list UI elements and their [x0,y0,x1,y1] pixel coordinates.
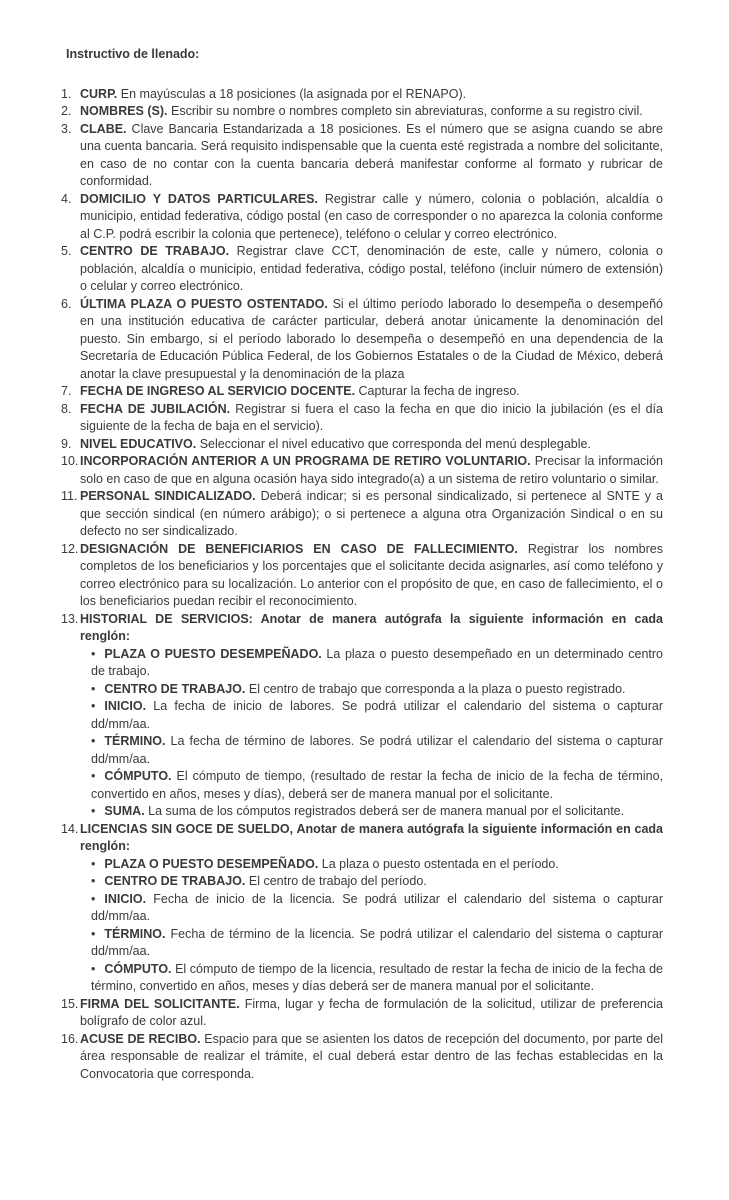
item-number: 5. [61,244,72,258]
sub-item-text: Fecha de inicio de la licencia. Se podrá utilizar el calendario del sistema o capturar dd/mm/aa. [91,891,663,923]
item-term: NOMBRES (S). [80,104,168,118]
item-number: 6. [61,296,72,311]
sub-item-text: La plaza o puesto desempeñado en un determinado centro de trabajo. [91,646,663,678]
sub-item [91,698,663,733]
bullet-icon: • [91,891,96,906]
item-number: 14. [61,821,79,836]
bullet-icon: • [91,874,96,888]
item-number: 15. [61,996,79,1011]
item-paragraph [80,296,663,384]
item-paragraph [80,436,663,454]
item-text: Si el último período laborado lo desempeña o desempeñó en una institución educativa de carácter particular, deberá anotar únicamente la denominación del puesto. Sin embargo, si el período laborado lo desempeña o desempeñó en una dependencia de la Secretaría de Educación Pública Federal, de los Gobiernos Estatales o de la Ciudad de México, deberá anotar la clave presupuestal y la denominación de la plaza [80,296,663,381]
item-term: CLABE. [80,121,127,136]
item-number: 10. [61,454,79,468]
bullet-icon: • [91,804,96,818]
list-item [61,488,663,541]
bullet-icon: • [91,681,96,696]
item-body [80,383,663,401]
sub-item-text: La suma de los cómputos registrados deberá ser de manera manual por el solicitante. [148,804,625,818]
item-paragraph [80,86,663,104]
list-item [61,121,663,191]
item-body [80,121,663,191]
item-body [80,541,663,611]
sub-item-text: El cómputo de tiempo de la licencia, resultado de restar la fecha de inicio de la fecha de término, convertido en años, meses y días deberá ser de manera manual por el solicitante. [91,961,663,993]
item-text: Firma, lugar y fecha de formulación de la solicitud, utilizar de preferencia bolígrafo de color azul. [80,996,663,1028]
bullet-icon: • [91,734,96,748]
item-paragraph [80,488,663,541]
item-paragraph [80,243,663,296]
item-term: LICENCIAS SIN GOCE DE SUELDO, Anotar de manera autógrafa la siguiente información en cada renglón: [80,821,663,853]
list-item [61,996,663,1031]
sub-item-text: El centro de trabajo del período. [248,874,427,888]
item-text: Escribir su nombre o nombres completo sin abreviaturas, conforme a su registro civil. [170,104,643,118]
sub-item-term: CÓMPUTO. [104,961,172,976]
item-paragraph [80,821,663,856]
sub-item [91,856,663,874]
sub-item-term: SUMA. [104,804,145,818]
sub-item-term: INICIO. [104,699,147,713]
sub-item-term: INICIO. [104,891,147,906]
item-body [80,436,663,454]
item-body [80,191,663,244]
list-item [61,541,663,611]
list-item [61,296,663,384]
item-body [80,86,663,104]
bullet-icon: • [91,961,96,976]
sub-item-text: La plaza o puesto ostentada en el período. [321,856,559,871]
item-paragraph [80,453,663,488]
item-paragraph [80,383,663,401]
sub-item-text: La fecha de inicio de labores. Se podrá utilizar el calendario del sistema o capturar dd/mm/aa. [91,699,663,731]
list-item [61,191,663,244]
sub-item-term: CENTRO DE TRABAJO. [104,874,246,888]
item-body [80,103,663,121]
item-term: HISTORIAL DE SERVICIOS: Anotar de manera autógrafa la siguiente información en cada renglón: [80,611,663,643]
list-item [61,1031,663,1084]
sub-item [91,733,663,768]
sub-item [91,961,663,996]
item-paragraph [80,611,663,646]
sub-item-term: CÓMPUTO. [104,769,172,783]
sub-item [91,768,663,803]
item-term: CURP. [80,86,118,101]
item-body [80,821,663,996]
item-text: Capturar la fecha de ingreso. [358,384,520,398]
item-term: PERSONAL SINDICALIZADO. [80,489,256,503]
list-item [61,821,663,996]
item-text: Registrar los nombres completos de los beneficiarios y los porcentajes que el solicitante decida asignarles, así como teléfono y correo electrónico para su localización. Lo anterior con el propósito de que, en caso de fallecimiento, el o los beneficiarios puedan recibir el reconocimiento. [80,541,663,608]
item-term: DOMICILIO Y DATOS PARTICULARES. [80,191,318,206]
item-body [80,453,663,488]
item-paragraph [80,1031,663,1084]
item-number: 4. [61,191,72,206]
item-term: FECHA DE INGRESO AL SERVICIO DOCENTE. [80,384,356,398]
item-text: Espacio para que se asienten los datos de recepción del documento, por parte del área responsable de realizar el trámite, el cual deberá estar dentro de las fechas establecidas en la Convocatoria que corresponda. [80,1031,663,1081]
item-body [80,611,663,821]
sub-item-term: PLAZA O PUESTO DESEMPEÑADO. [104,646,322,661]
sub-item-text: El cómputo de tiempo, (resultado de restar la fecha de inicio de la fecha de término, convertido en años, meses y días), deberá ser de manera manual por el solicitante. [91,769,663,801]
sub-item [91,891,663,926]
page-title: Instructivo de llenado: [66,47,200,61]
item-number: 2. [61,104,72,118]
item-term: NIVEL EDUCATIVO. [80,436,197,451]
sub-item [91,803,663,821]
item-term: DESIGNACIÓN DE BENEFICIARIOS EN CASO DE FALLECIMIENTO. [80,541,518,556]
item-term: ÚLTIMA PLAZA O PUESTO OSTENTADO. [80,296,328,311]
item-term: FIRMA DEL SOLICITANTE. [80,996,240,1011]
instruction-list [61,86,663,1084]
item-number: 11. [61,489,78,503]
item-paragraph [80,541,663,611]
item-number: 13. [61,611,79,626]
item-paragraph [80,121,663,191]
item-number: 12. [61,541,79,556]
item-term: INCORPORACIÓN ANTERIOR A UN PROGRAMA DE RETIRO VOLUNTARIO. [80,454,531,468]
item-paragraph [80,401,663,436]
sub-item-term: CENTRO DE TRABAJO. [104,681,246,696]
item-body [80,243,663,296]
sub-item-text: Fecha de término de la licencia. Se podrá utilizar el calendario del sistema o capturar dd/mm/aa. [91,926,663,958]
sub-item-term: PLAZA O PUESTO DESEMPEÑADO. [104,856,319,871]
list-item [61,86,663,104]
item-number: 3. [61,121,72,136]
item-text: Precisar la información solo en caso de que en alguna ocasión haya sido integrado(a) a un sistema de retiro voluntario o similar. [80,454,663,486]
sub-item [91,926,663,961]
item-text: En mayúsculas a 18 posiciones (la asignada por el RENAPO). [120,86,467,101]
item-text: Registrar clave CCT, denominación de este, calle y número, colonia o población, alcaldía o municipio, entidad federativa, código postal, teléfono (incluir número de extensión) o celular y correo electrónico. [80,244,663,293]
item-body [80,296,663,384]
item-text: Seleccionar el nivel educativo que corresponda del menú desplegable. [199,436,591,451]
sub-item [91,646,663,681]
sub-item [91,681,663,699]
list-item [61,453,663,488]
sub-item [91,873,663,891]
bullet-icon: • [91,769,96,783]
item-number: 16. [61,1031,79,1046]
bullet-icon: • [91,856,96,871]
sub-item-term: TÉRMINO. [104,926,166,941]
item-text: Registrar si fuera el caso la fecha en que dio inicio la jubilación (es el día siguiente de la fecha de baja en el servicio). [80,401,663,433]
bullet-icon: • [91,699,96,713]
item-body [80,996,663,1031]
list-item [61,436,663,454]
list-item [61,401,663,436]
bullet-icon: • [91,926,96,941]
item-paragraph [80,191,663,244]
item-term: CENTRO DE TRABAJO. [80,244,230,258]
item-number: 8. [61,401,72,416]
sub-item-text: La fecha de término de labores. Se podrá utilizar el calendario del sistema o capturar dd/mm/aa. [91,734,663,766]
sub-item-text: El centro de trabajo que corresponda a la plaza o puesto registrado. [248,681,626,696]
sub-item-term: TÉRMINO. [104,734,166,748]
item-text: Registrar calle y número, colonia o población, alcaldía o municipio, entidad federativa, código postal (en caso de corresponder o no aparezca la colonia conforme al C.P. podrá escribir la colonia que pertenece), teléfono o celular y correo electrónico. [80,191,663,241]
item-number: 1. [61,86,72,101]
item-text: Clave Bancaria Estandarizada a 18 posiciones. Es el número que se asigna cuando se abre una cuenta bancaria. Será requisito indispensable que la cuenta esté registrada a nombre del solicitante, en caso de no contar con la cuenta bancaria deberá manifestar conforme al formato y rubricar de conformidad. [80,121,663,188]
item-body [80,1031,663,1084]
item-paragraph [80,996,663,1031]
item-text: Deberá indicar; si es personal sindicalizado, si pertenece al SNTE y a que sección sindical (en número arábigo); o si pertenece a alguna otra Organización Sindical o en su defecto no ser sindicalizado. [80,489,663,538]
item-number: 9. [61,436,72,451]
item-body [80,401,663,436]
list-item [61,243,663,296]
item-term: ACUSE DE RECIBO. [80,1031,201,1046]
list-item [61,611,663,821]
item-body [80,488,663,541]
item-term: FECHA DE JUBILACIÓN. [80,401,231,416]
item-paragraph [80,103,663,121]
list-item [61,383,663,401]
bullet-icon: • [91,646,96,661]
list-item [61,103,663,121]
item-number: 7. [61,384,72,398]
